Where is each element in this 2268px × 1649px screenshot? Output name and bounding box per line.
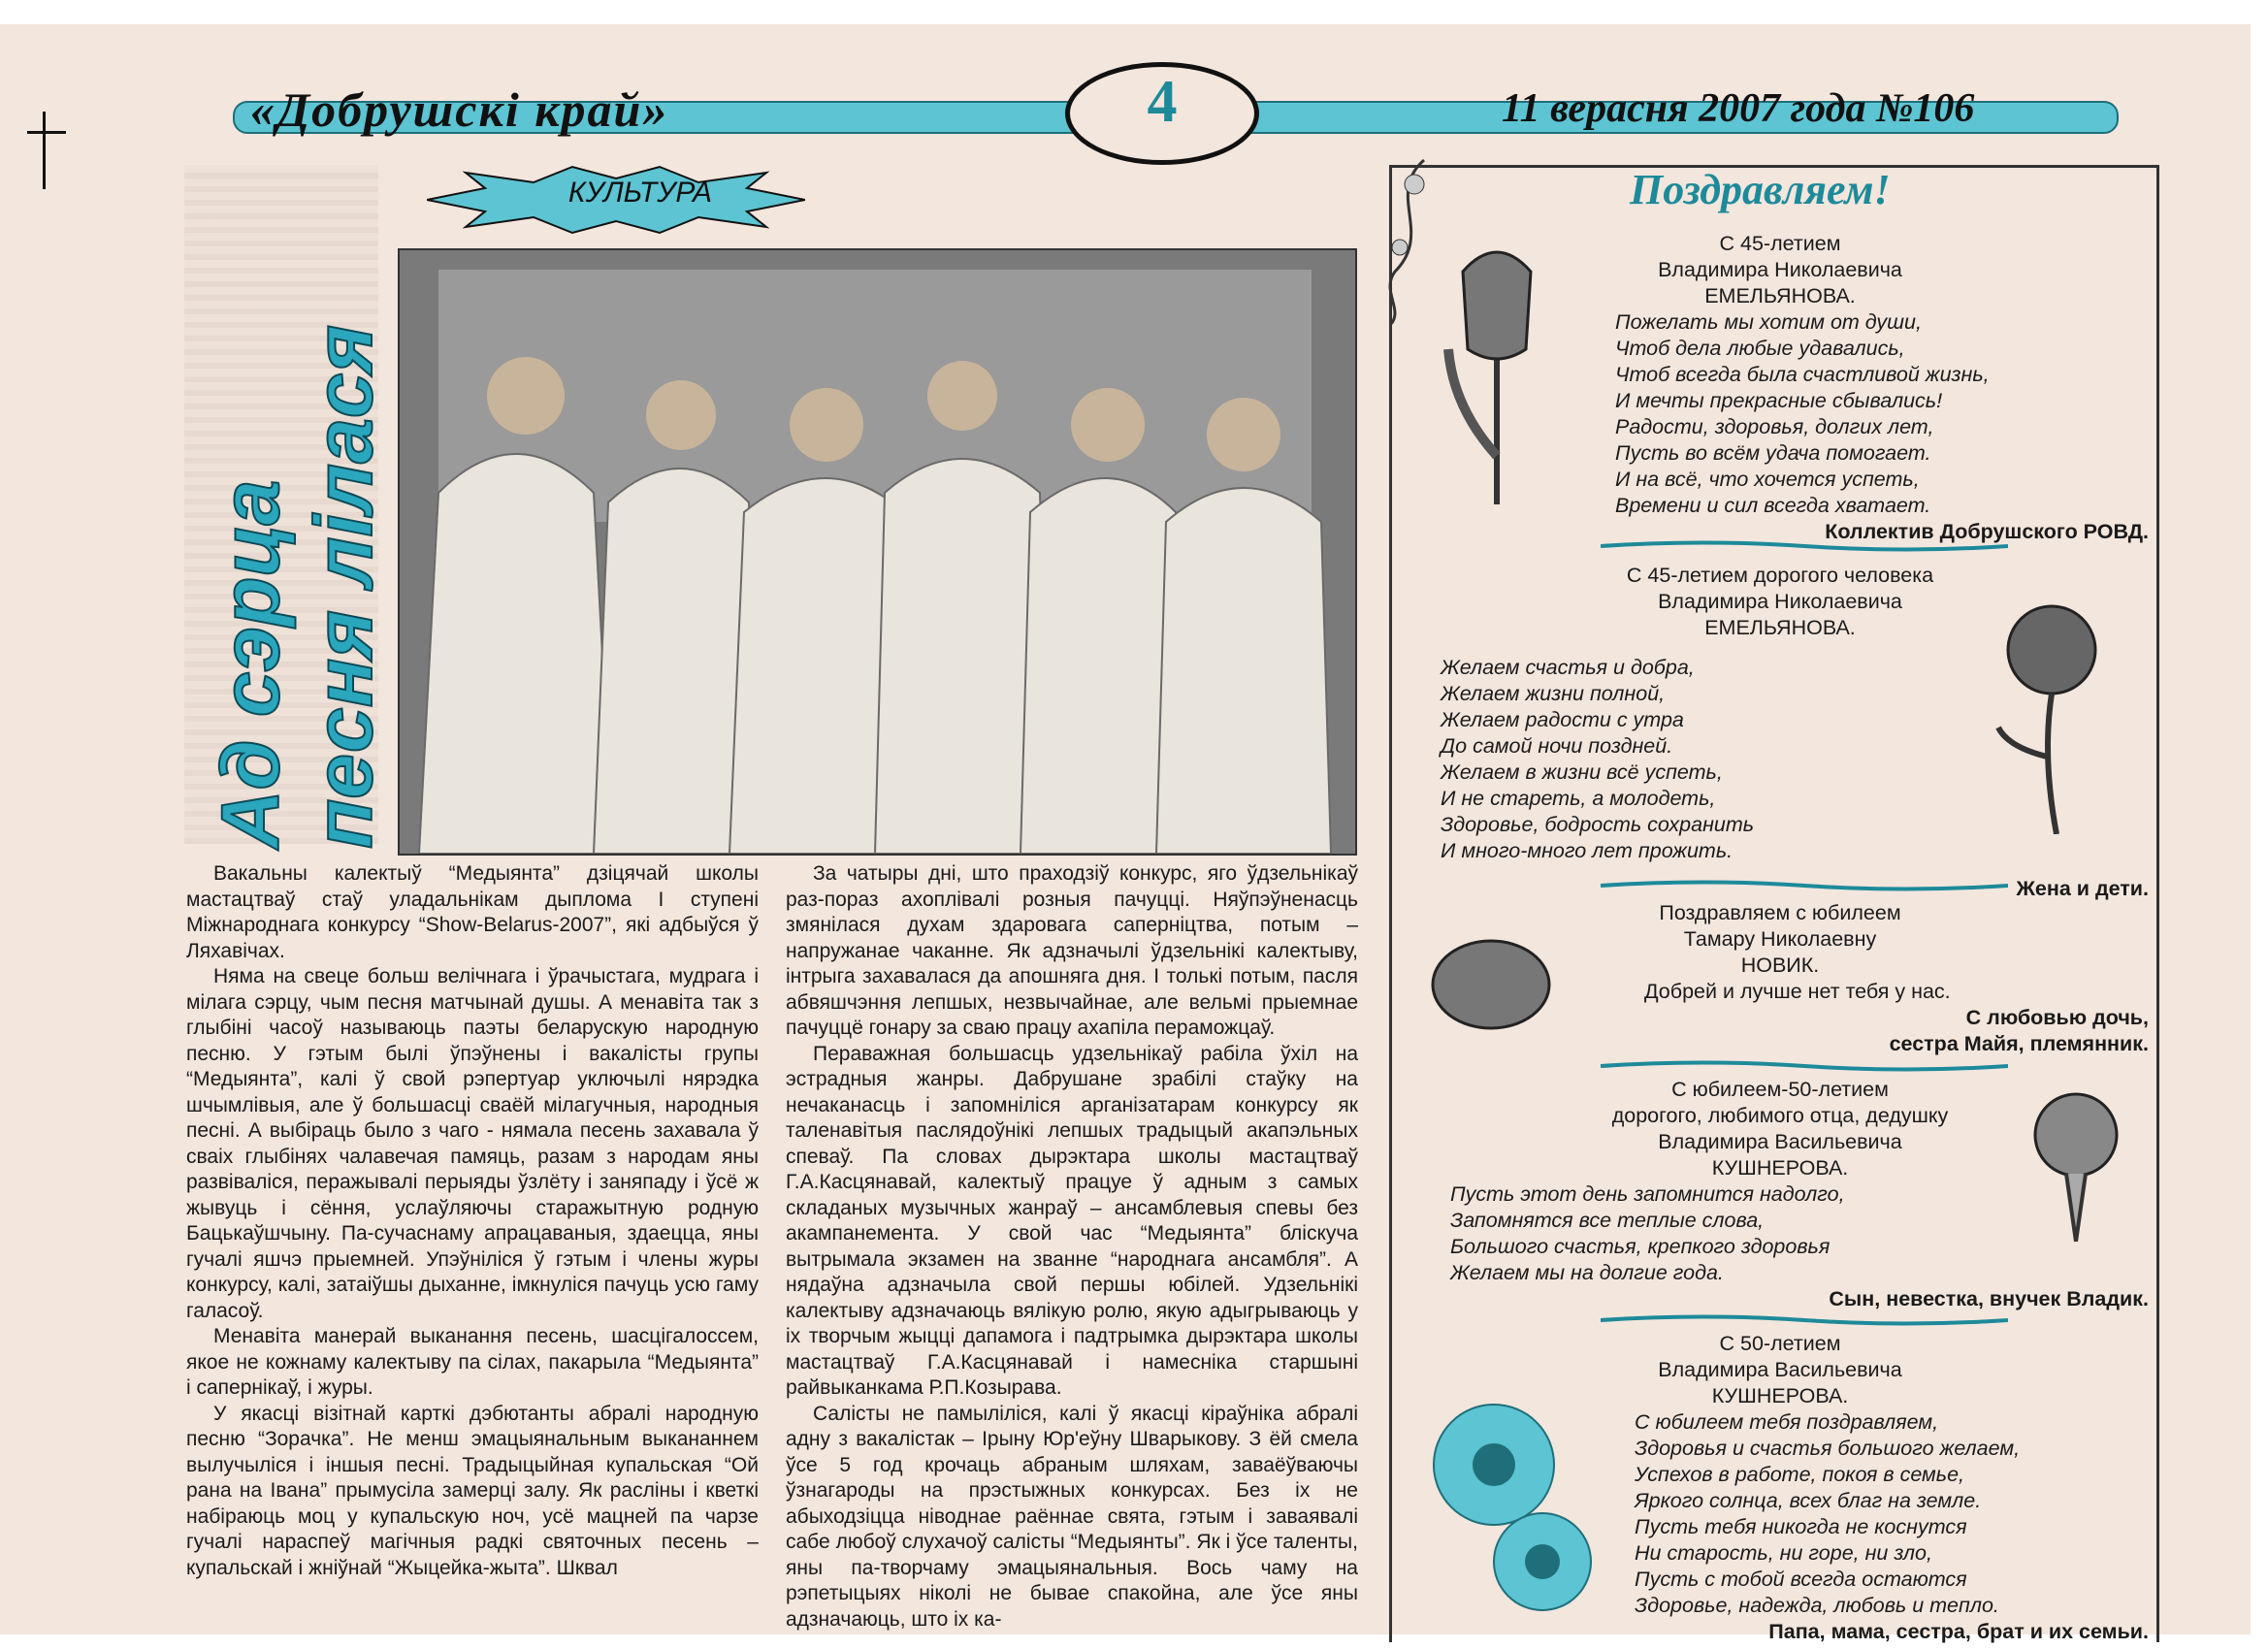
article-paragraph: У якасці візітнай карткі дэбютанты абралі народную песню “Зорачка”. Не менш эмацыянальным выкананнем вылучыліся і іншыя песні. Традыцыйная купальская “Ой рана на Івана” прымусіла замерці залу. Як расліны і кветкі набіраюць моц у купальскую ноч, усё мацней па чарзе гучалі нараспеў магічныя радкі святочных песень – купальскай і жніўнай “Жыцейка-жыта”. Шквал	[186, 1402, 759, 1579]
greeting-signature: Сын, невестка, внучек Владик.	[1829, 1287, 2149, 1310]
article-paragraph: Салісты не памыліліся, калі ў якасці кіраўніка абралі адну з вакалістак – Ірыну Юр'еўну Шварыкову. З ёй смела ўсе 5 год крочаць абраным шляхам, заваёўваючы ўзнагароды на прэстыжных конкурсах. Без іх не абыходзіцца ніводнае раённае свята, гэтым і заваявалі сабе любоў слухачоў салісты “Медыянты”. Як і ўсе таленты, яны па-творчаму эмацыянальныя. Вось чаму на рэпетыцыях ніколі не бывае спакойна, але ўсе яны адзначаюць, што іх ка-	[786, 1402, 1358, 1631]
greeting-head: С 45-летием	[1719, 232, 1841, 255]
paper-name: «Добрушскі край»	[250, 82, 669, 137]
article-paragraph: Вакальны калектыў “Медыянта” дзіцячай школы мастацтваў стаў уладальнікам дыплома І ступені Міжнароднага конкурсу “Show-Belarus-2007”, які адбыўся ў Ляхавічах.	[186, 862, 759, 962]
verse-line: Желаем радости с утра	[1441, 708, 1684, 731]
verse-line: Успехов в работе, покоя в семье,	[1635, 1463, 1965, 1486]
bouquet-icon	[2018, 1086, 2134, 1242]
greeting-head: С юбилеем-50-летием	[1671, 1078, 1889, 1101]
verse-line: Чтоб всегда была счастливой жизнь,	[1615, 363, 1990, 386]
separator-ornament	[1601, 539, 2008, 553]
verse-line: Радости, здоровья, долгих лет,	[1615, 415, 1934, 438]
greeting-head: Владимира Николаевича	[1658, 590, 1902, 613]
separator-ornament	[1601, 1313, 2008, 1327]
crop-mark	[43, 112, 46, 189]
article-paragraph: Менавіта манерай выканання песень, шасцігалоссем, якое не кожнаму калектыву па сілах, пакарыла “Медыянта” і сапернікаў, і журы.	[186, 1325, 759, 1399]
headline-line-2: песня лілася	[298, 324, 389, 849]
verse-line: Желаем мы на долгие года.	[1450, 1261, 1724, 1284]
verse-line: Желаем в жизни всё успеть,	[1441, 760, 1723, 784]
greeting-signature: Папа, мама, сестра, брат и их семьи.	[1768, 1620, 2149, 1643]
headline-line-1: Ад сэрца	[205, 479, 296, 849]
article-headline	[204, 325, 390, 849]
verse-line: И мечты прекрасные сбывались!	[1615, 389, 1943, 412]
verse-line: Пусть тебя никогда не коснутся	[1635, 1515, 1967, 1538]
greeting-head: Поздравляем с юбилеем	[1659, 901, 1901, 924]
greeting-head: С 50-летием	[1719, 1332, 1841, 1355]
greeting-head: Владимира Николаевича	[1658, 258, 1902, 281]
article-paragraph: За чатыры дні, што праходзіў конкурс, яго ўдзельнікаў раз-пораз ахоплівалі розныя пачуцці. Няўпэўненасць змянілася духам здаровага саперніцтва, потым – напружанае чаканне. Як адзначылі ўдзельнікі калектыву, інтрыга захавалася да апошняга дня. І толькі потым, пасля абвяшчэння лепшых, незвычайнае, але вельмі прыемнае пачуццё гонару за сваю працу ахапіла пераможцаў.	[786, 862, 1358, 1039]
verse-line: Здоровье, бодрость сохранить	[1441, 813, 1755, 836]
separator-ornament	[1601, 1059, 2008, 1073]
rose-blossom-icon	[1428, 931, 1554, 1038]
verse-line: Пусть с тобой всегда остаются	[1635, 1568, 1967, 1591]
greeting-head: ЕМЕЛЬЯНОВА.	[1704, 616, 1856, 639]
greeting-head: С 45-летием дорогого человека	[1626, 564, 1934, 587]
article-paragraph: Няма на свеце больш велічнага і ўрачыстага, мудрага і мілага сэрцу, чым песня матчынай душы. А менавіта так з глыбіні часоў называюць паэты беларускую народную песню. У гэтым былі ўпэўнены і вакалісты групы “Медыянта”, калі ў свой рэпертуар уключылі нярэдка шчымлівыя, але ў большасці сваёй мілагучныя, народныя песні. А выбіраць было з чаго - нямала песень захавала ў сваіх глыбінях чалавечая памяць, разам з народам яны развіваліся, перажывалі перыяды ўзлёту і заняпаду і ўсё ж жывуць і сёння, услаўляючы старажытную родную Бацькаўшчыну. Па-сучаснаму апрацаваныя, здаецца, яны гучалі яшчэ прыемней. Упэўніліся ў гэтым і члены журы конкурсу, калі, затаіўшы дыханне, імкнуліся пачуць усю гаму галасоў.	[186, 965, 759, 1322]
verse-line: И не стареть, а молодеть,	[1441, 787, 1716, 810]
greeting-head: Владимира Васильевича	[1658, 1358, 1902, 1381]
greeting-signature: сестра Майя, племянник.	[1889, 1032, 2149, 1055]
verse-line: Пусть во всём удача помогает.	[1615, 441, 1931, 465]
verse-line: И на всё, что хочется успеть,	[1615, 468, 1920, 491]
article-column-1	[186, 861, 759, 1581]
verse-line: Пусть этот день запомнится надолго,	[1450, 1182, 1845, 1206]
verse-line: Желаем счастья и добра,	[1441, 656, 1695, 679]
greeting-head: Тамару Николаевну	[1683, 927, 1877, 951]
greeting-head: НОВИК.	[1740, 954, 1820, 977]
greeting-head: дорогого, любимого отца, дедушку	[1611, 1104, 1949, 1127]
rose-icon	[1989, 601, 2115, 834]
greeting-signature: С любовью дочь,	[1965, 1006, 2149, 1029]
verse-line: С юбилеем тебя поздравляем,	[1635, 1410, 1939, 1434]
greeting-head: Владимира Васильевича	[1658, 1130, 1902, 1153]
verse-line: Большого счастья, крепкого здоровья	[1450, 1235, 1831, 1258]
greeting-signature: Коллектив Добрушского РОВД.	[1825, 520, 2149, 543]
article-paragraph: Пераважная большасць удзельнікаў рабіла ўхіл на эстрадныя жанры. Дабрушане зрабілі стаўку на нечаканасць і запомніліся арганізатарам конкурсу як таленавітыя паслядоўнікі лепшых традыцый акапэльных спеваў. Па словах дырэктара школы мастацтваў Г.А.Касцянавай, калектыў працуе ў адным з самых складаных музычных жанраў – ансамблевыя спевы без акампанемента. У свой час “Медыянта” бліскуча вытрымала экзамен на званне “народнага ансамбля”. А нядаўна адзначыла свой першы юбілей. Удзельнікі калектыву адзначаюць вялікую ролю, якую адыгрываюць у іх творчым жыцці дапамога і падтрымка дырэктара школы мастацтваў Г.А.Касцянавай і намесніка старшыні райвыканкама Р.П.Козырава.	[786, 1042, 1358, 1399]
verse-line: Времени и сил всегда хватает.	[1615, 494, 1931, 517]
greetings-title: Поздравляем!	[1630, 166, 1891, 213]
article-column-2	[786, 861, 1358, 1633]
tulip-icon	[1434, 233, 1560, 504]
greeting-head: КУШНЕРОВА.	[1711, 1156, 1849, 1180]
rubric-label: КУЛЬТУРА	[567, 177, 713, 209]
daisy-flowers-icon	[1426, 1397, 1601, 1630]
verse-line: Запомнятся все теплые слова,	[1450, 1209, 1765, 1232]
verse-line: Ни старость, ни горе, ни зло,	[1635, 1541, 1932, 1565]
verse-line: Пожелать мы хотим от души,	[1615, 310, 1922, 334]
issue-date: 11 верасня 2007 года №106	[1502, 86, 1975, 131]
verse-line: Чтоб дела любые удавались,	[1615, 337, 1905, 360]
verse-line: И много-много лет прожить.	[1441, 839, 1733, 862]
greeting-head: КУШНЕРОВА.	[1711, 1384, 1849, 1407]
greeting-head: ЕМЕЛЬЯНОВА.	[1704, 284, 1856, 307]
group-photo-image	[400, 250, 1355, 854]
page-number: 4	[1147, 69, 1178, 135]
separator-ornament	[1601, 879, 2008, 892]
ensemble-photo	[398, 248, 1357, 856]
greeting-signature: Жена и дети.	[2016, 877, 2149, 900]
verse-line: Яркого солнца, всех благ на земле.	[1635, 1489, 1982, 1512]
verse-line: Здоровье, надежда, любовь и тепло.	[1635, 1594, 1999, 1617]
verse-line: Добрей и лучше нет тебя у нас.	[1644, 980, 1951, 1003]
verse-line: До самой ночи поздней.	[1441, 734, 1673, 758]
crop-mark	[27, 131, 66, 134]
verse-line: Желаем жизни полной,	[1441, 682, 1666, 705]
verse-line: Здоровья и счастья большого желаем,	[1635, 1437, 2021, 1460]
